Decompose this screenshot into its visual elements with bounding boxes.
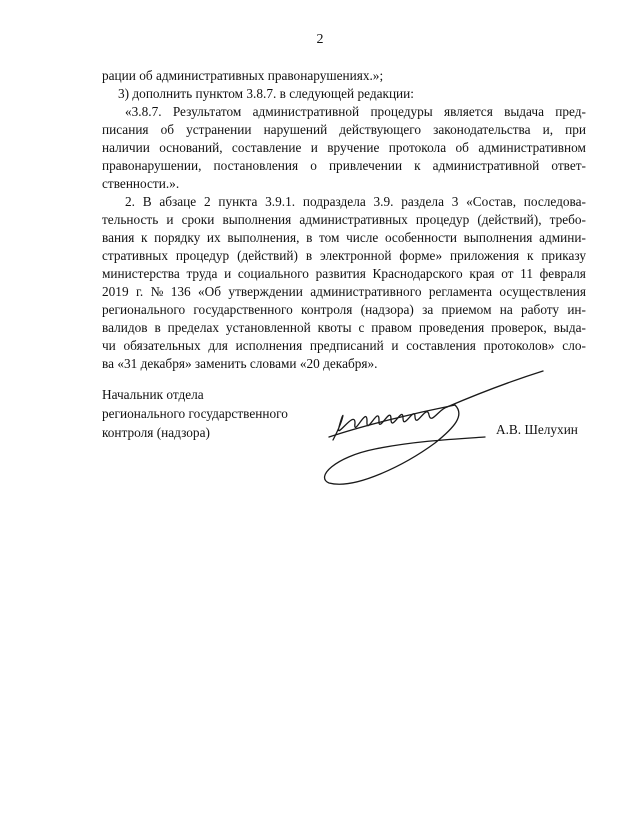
body-line: наличии оснований, составление и вручение протокола об административном [102, 140, 586, 155]
body-line: валидов в пределах установленной квоты с правом проведения проверок, выда- [102, 320, 586, 335]
signer-name: А.В. Шелухин [496, 422, 578, 437]
body-line: стративных процедур (действий) в электронной форме» приложения к приказу [102, 248, 586, 263]
page-number: 2 [316, 32, 324, 47]
body-line: 3) дополнить пунктом 3.8.7. в следующей редакции: [118, 86, 414, 101]
body-line: 2. В абзаце 2 пункта 3.9.1. подраздела 3.9. раздела 3 «Состав, последова- [125, 194, 586, 209]
body-line: правонарушении, постановления о привлечении к административной ответ- [102, 158, 586, 173]
signer-position-line: регионального государственного [102, 406, 288, 421]
signer-position-line: Начальник отдела [102, 387, 204, 402]
body-line: 2019 г. № 136 «Об утверждении административного регламента осуществления [102, 284, 586, 299]
body-line: регионального государственного контроля (надзора) за приемом на работу ин- [102, 302, 586, 317]
body-line: тельность и сроки выполнения административных процедур (действий), требо- [102, 212, 586, 227]
body-line: рации об административных правонарушениях.»; [102, 68, 384, 83]
signer-position [102, 385, 288, 442]
body-line: ственности.». [102, 176, 180, 191]
body-line: писания об устранении нарушений действующего законодательства и, при [102, 122, 586, 137]
body-line: ва «31 декабря» заменить словами «20 декабря». [102, 356, 378, 371]
body-line: вания к порядку их выполнения, в том числе особенности выполнения админи- [102, 230, 586, 245]
body-line: «3.8.7. Результатом административной процедуры является выдача пред- [125, 104, 586, 119]
body-line: министерства труда и социального развития Краснодарского края от 11 февраля [102, 266, 586, 281]
signer-position-line: контроля (надзора) [102, 425, 210, 440]
body-line: чи обязательных для исполнения предписаний и составления протоколов» сло- [102, 338, 586, 353]
